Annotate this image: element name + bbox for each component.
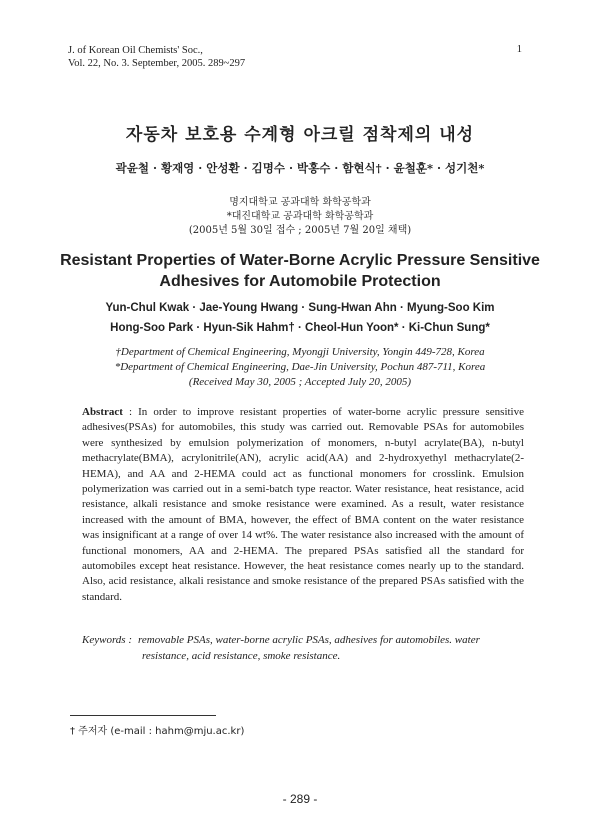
abstract-label: Abstract [82, 406, 123, 418]
english-title-line2: Adhesives for Automobile Protection [159, 273, 441, 290]
korean-affiliations [0, 196, 600, 238]
korean-affiliation-1: 명지대학교 공과대학 화학공학과 [229, 197, 371, 208]
abstract [82, 405, 524, 605]
footnote-divider [70, 715, 216, 716]
english-authors-line2: Hong-Soo Park · Hyun-Sik Hahm† · Cheol-Hun Yoon* · Ki-Chun Sung* [110, 322, 490, 334]
top-page-number: 1 [516, 44, 522, 55]
keywords-label: Keywords : [82, 634, 133, 646]
journal-volume: Vol. 22, No. 3. September, 2005. 289~297 [68, 58, 246, 69]
journal-name: J. of Korean Oil Chemists' Soc., [68, 45, 203, 56]
english-title-line1: Resistant Properties of Water-Borne Acrylic Pressure Sensitive [60, 252, 540, 269]
journal-citation [68, 44, 245, 70]
english-affiliation-1: †Department of Chemical Engineering, Myongji University, Yongin 449-728, Korea [115, 346, 485, 358]
keywords-line1: removable PSAs, water-borne acrylic PSAs, adhesives for automobiles. water [138, 634, 480, 646]
korean-affiliation-2: *대진대학교 공과대학 화학공학과 [226, 211, 374, 222]
keywords-line2: resistance, acid resistance, smoke resistance. [142, 650, 341, 662]
english-affiliation-2: *Department of Chemical Engineering, Dae-Jin University, Pochun 487-711, Korea [114, 361, 486, 373]
english-authors [0, 298, 600, 338]
corresponding-author-footnote: † 주저자 (e-mail : hahm@mju.ac.kr) [70, 726, 245, 737]
abstract-text: : In order to improve resistant properties of water-borne acrylic pressure sensitive adhesives(PSAs) for automobiles, this study was carried out. Removable PSAs for automobiles were synthesized by emulsion polymerization of monomers, n-butyl acrylate(BA), n-butyl methacrylate(BMA), acrylonitrile(AN), acrylic acid(AA) and 2-hydroxyethyl methacrylate(2-HEMA), and AA and 2-HEMA could act as functional monomers for crosslink. Emulsion polymerization was carried out in a semi-batch type reactor. Water resistance, heat resistance, acid resistance, alkali resistance and smoke resistance were examined. As a result, water resistance increased with the amount of BMA, however, the effect of BMA content on the water resistance was insignificant at a range of over 14 wt%. The water resistance also increased with the amount of functional monomers, AA and 2-HEMA. The prepared PSAs satisfied all the standard for automobiles except heat resistance. However, the heat resistance comes nearly up to the standard. Also, acid resistance, alkali resistance and smoke resistance of the prepared PSAs satisfied with the standard. [82, 406, 524, 603]
keywords [82, 632, 524, 664]
korean-authors: 곽윤철 · 황재영 · 안성환 · 김명수 · 박홍수 · 함현식† · 윤철훈* · 성기천* [115, 161, 485, 175]
korean-received-date: (2005년 5월 30일 접수 ; 2005년 7월 20일 채택) [188, 225, 412, 236]
english-affiliations [0, 345, 600, 390]
english-received-date: (Received May 30, 2005 ; Accepted July 20, 2005) [188, 376, 412, 388]
bottom-page-number: - 289 - [282, 792, 318, 806]
english-authors-line1: Yun-Chul Kwak · Jae-Young Hwang · Sung-Hwan Ahn · Myung-Soo Kim [105, 302, 495, 314]
english-title [0, 250, 600, 292]
korean-title: 자동차 보호용 수계형 아크릴 점착제의 내성 [125, 125, 475, 145]
